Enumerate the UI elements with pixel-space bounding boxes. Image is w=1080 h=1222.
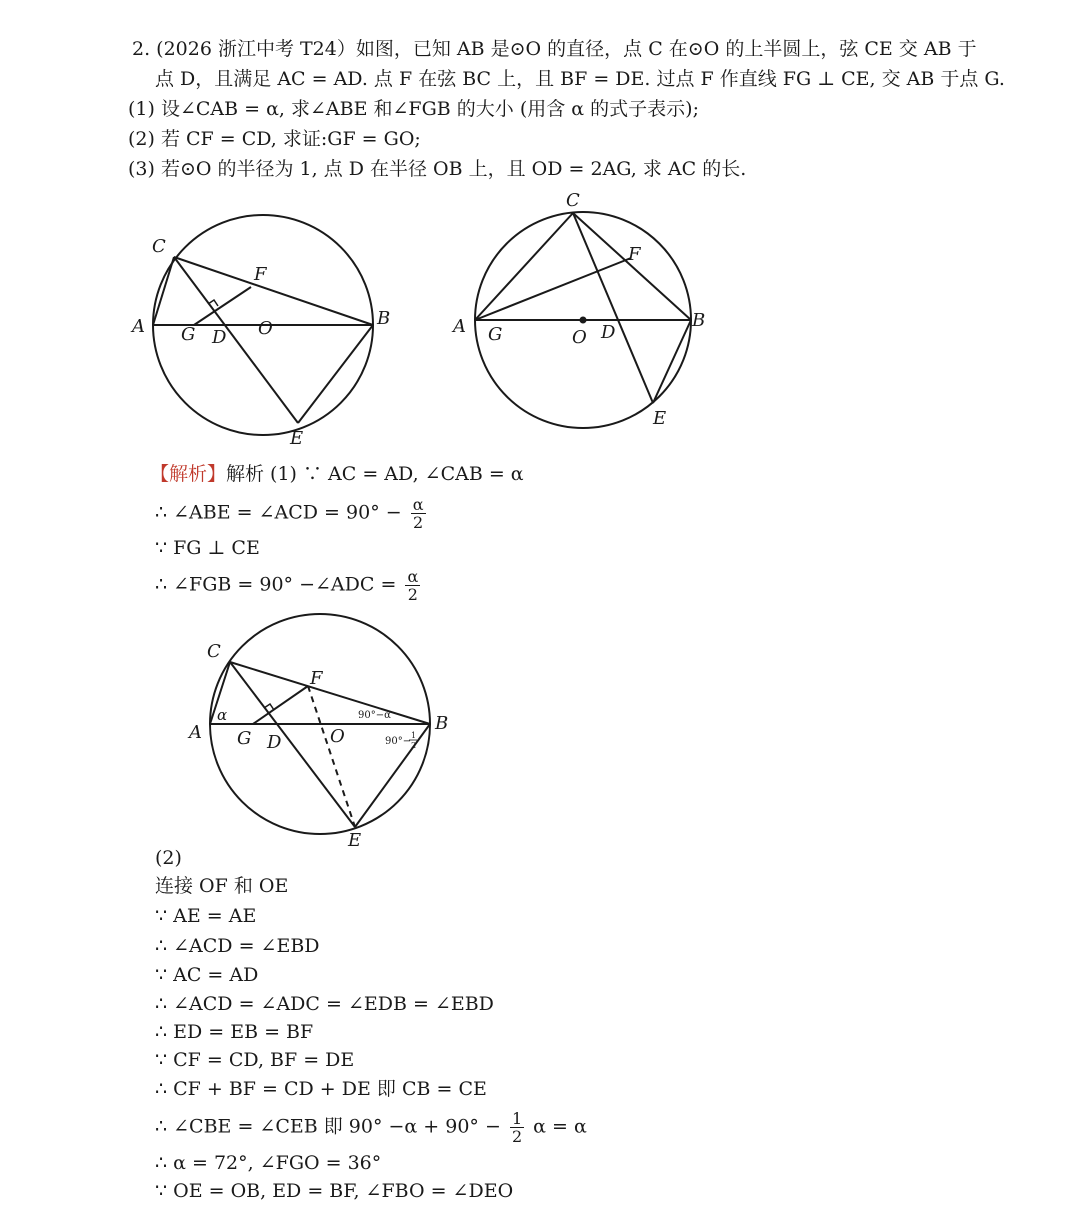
label-c: C	[207, 641, 221, 662]
fraction-denominator: 2	[511, 1127, 523, 1146]
label-angle-b-top: 90°−α	[358, 710, 391, 721]
chord-ce	[573, 213, 653, 403]
figure-2	[448, 186, 718, 436]
chord-cb	[174, 257, 373, 325]
part2-step-5: ∴ ∠ACD = ∠ADC = ∠EDB = ∠EBD	[155, 993, 494, 1015]
label-e: E	[348, 830, 362, 851]
label-o: O	[258, 318, 273, 339]
fraction-alpha-half	[411, 496, 426, 531]
label-g: G	[237, 728, 252, 749]
label-o: O	[330, 726, 345, 747]
solution-step-1	[155, 496, 429, 531]
part2-label: (2)	[155, 847, 182, 869]
chord-cb	[573, 213, 691, 320]
problem-line-1: 2. (2026 浙江中考 T24）如图，已知 AB 是⊙O 的直径，点 C 在⊙O 的上半圆上，弦 CE 交 AB 于	[132, 38, 977, 60]
label-half-num: 1	[411, 731, 417, 740]
part2-step-3: ∴ ∠ACD = ∠EBD	[155, 935, 320, 957]
step3-text: ∴ ∠FGB = 90° −∠ADC =	[155, 573, 397, 596]
label-b: B	[377, 308, 391, 329]
label-half-den: 2	[411, 741, 417, 750]
label-c: C	[152, 236, 166, 257]
label-angle-b-bottom: 90°−	[385, 736, 412, 747]
part2-step-8: ∴ CF + BF = CD + DE 即 CB = CE	[155, 1078, 487, 1100]
step1-text: ∴ ∠ABE = ∠ACD = 90° −	[155, 501, 402, 524]
label-f: F	[628, 244, 641, 265]
question-1: (1) 设∠CAB = α, 求∠ABE 和∠FGB 的大小 (用含 α 的式子表示);	[128, 98, 699, 120]
label-g: G	[181, 324, 196, 345]
label-a: A	[453, 316, 466, 337]
fraction-numerator: α	[407, 567, 419, 586]
part2-step-11: ∵ OE = OB, ED = BF, ∠FBO = ∠DEO	[155, 1180, 514, 1202]
label-e: E	[290, 428, 304, 449]
part2-step-7: ∵ CF = CD, BF = DE	[155, 1049, 355, 1071]
label-d: D	[601, 322, 616, 343]
part2-step-10: ∴ α = 72°, ∠FGO = 36°	[155, 1152, 382, 1174]
part2-step-6: ∴ ED = EB = BF	[155, 1021, 314, 1043]
center-dot	[580, 317, 587, 324]
step9-text: ∴ ∠CBE = ∠CEB 即 90° −α + 90° −	[155, 1115, 501, 1138]
label-f: F	[254, 264, 267, 285]
solution-part1-intro	[150, 461, 524, 487]
label-b: B	[692, 310, 706, 331]
solution-step-2: ∵ FG ⊥ CE	[155, 537, 260, 559]
label-a: A	[132, 316, 145, 337]
figure-1	[128, 200, 398, 460]
part2-step-2: ∵ AE = AE	[155, 905, 257, 927]
label-e: E	[653, 408, 667, 429]
label-a: A	[189, 722, 202, 743]
step9-tail: α = α	[533, 1115, 587, 1138]
solution-part1-text: 解析 (1) ∵ AC = AD, ∠CAB = α	[226, 463, 524, 485]
chord-be	[653, 320, 691, 403]
segment-gf	[194, 287, 251, 325]
part2-step-1: 连接 OF 和 OE	[155, 875, 289, 897]
label-d: D	[267, 732, 282, 753]
label-f: F	[310, 668, 323, 689]
label-c: C	[566, 190, 580, 211]
segment-gf	[253, 686, 308, 724]
fraction-numerator: α	[412, 495, 424, 514]
label-b: B	[435, 713, 449, 734]
fraction-denominator: 2	[413, 513, 424, 532]
chord-cb	[230, 662, 430, 724]
fraction-one-half	[510, 1110, 524, 1145]
segment-gf	[475, 258, 631, 320]
chord-ac	[153, 257, 174, 325]
label-d: D	[212, 327, 227, 348]
question-3: (3) 若⊙O 的半径为 1, 点 D 在半径 OB 上，且 OD = 2AG, 求 AC 的长.	[128, 158, 747, 180]
fraction-denominator: 2	[407, 585, 418, 604]
fraction-numerator: 1	[511, 1109, 523, 1128]
solution-step-3	[155, 568, 423, 603]
dashed-fe	[308, 686, 355, 827]
label-alpha: α	[217, 706, 228, 724]
solution-tag: 【解析】	[150, 463, 227, 485]
label-o: O	[572, 327, 587, 348]
question-2: (2) 若 CF = CD, 求证:GF = GO;	[128, 128, 421, 150]
figure-3	[180, 612, 460, 852]
problem-line-2: 点 D，且满足 AC = AD. 点 F 在弦 BC 上，且 BF = DE. 过点 F 作直线 FG ⊥ CE, 交 AB 于点 G.	[155, 68, 1005, 90]
part2-step-9	[155, 1110, 587, 1145]
fraction-alpha-half	[405, 568, 420, 603]
part2-step-4: ∵ AC = AD	[155, 964, 259, 986]
label-g: G	[488, 324, 503, 345]
